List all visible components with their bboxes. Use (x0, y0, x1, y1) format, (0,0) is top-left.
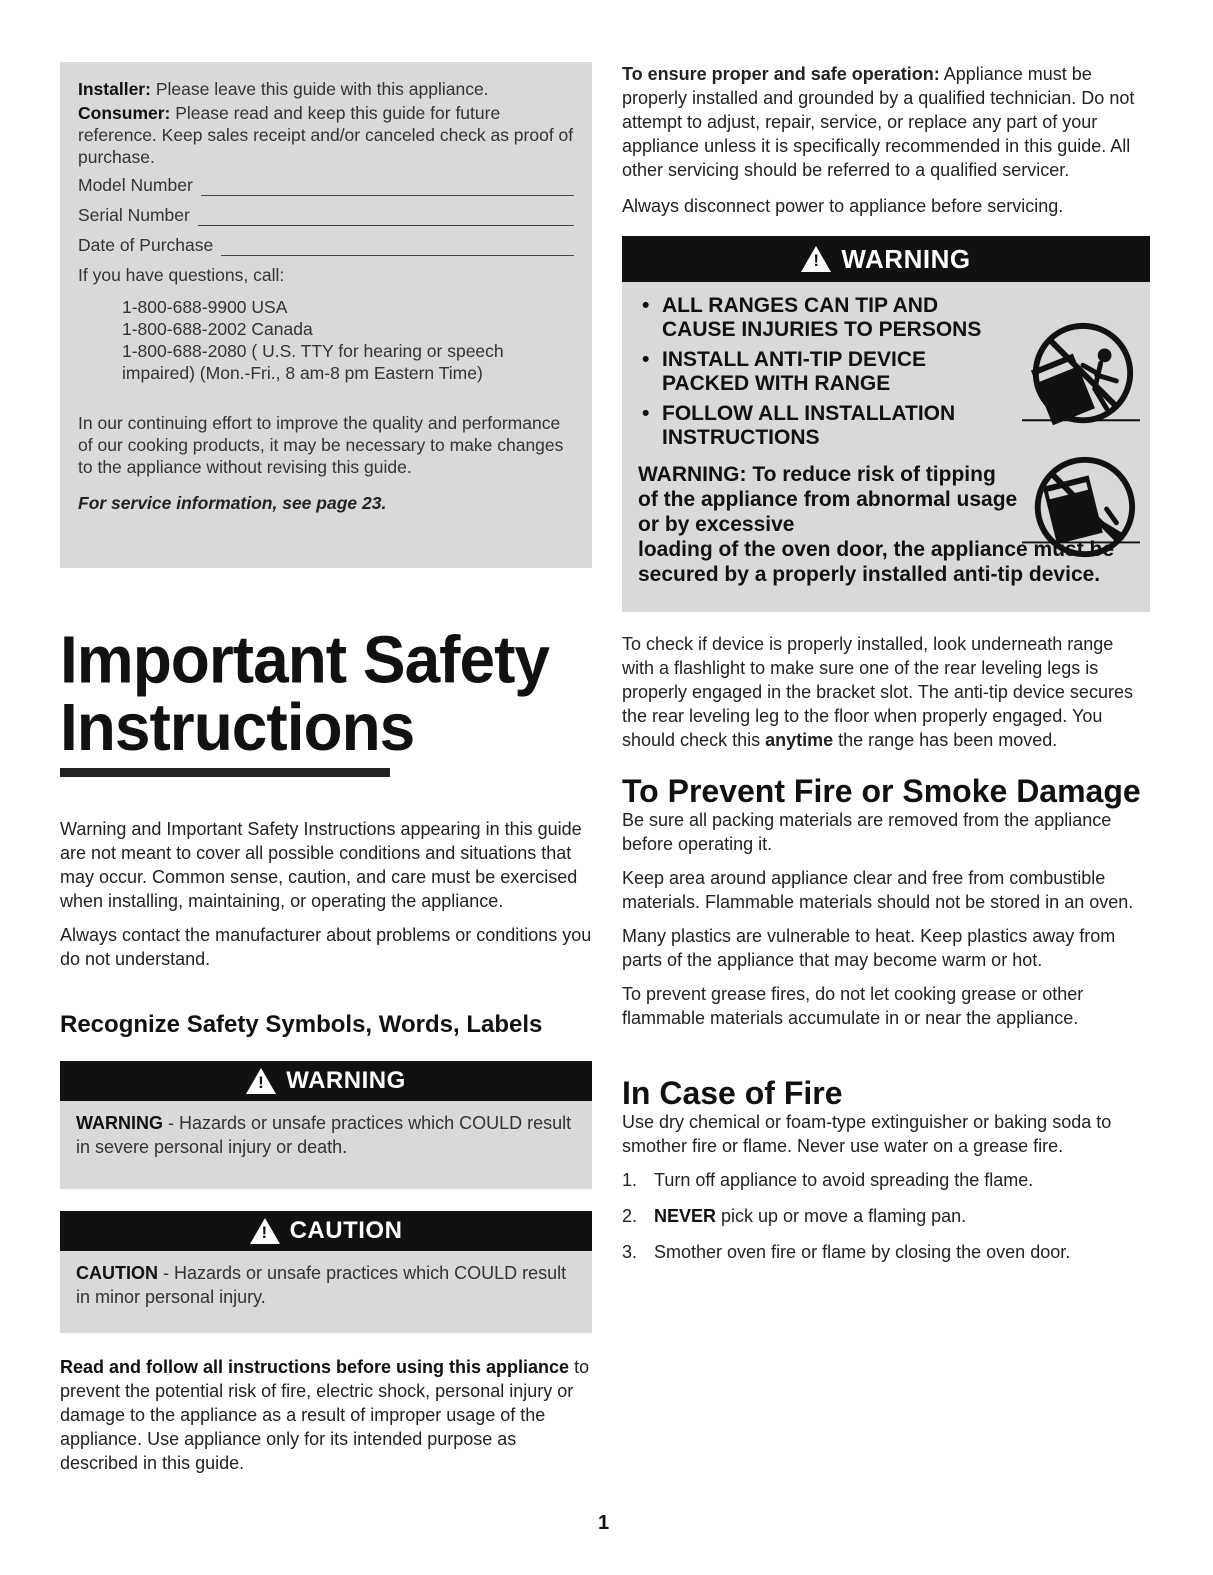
anti-tip-warning-text: WARNING: To reduce risk of tipping of the appliance from abnormal usage or by excessive loading of the oven door, the appliance must be secured by a properly installed anti-tip device. (638, 463, 1115, 586)
continuing-effort-note: In our continuing effort to improve the quality and performance of our cooking products, it may be necessary to make changes to the appliance without revising this guide. (78, 413, 564, 477)
questions-call: If you have questions, call: (78, 265, 285, 285)
read-follow-text: Read and follow all instructions before using this appliance to prevent the potential risk of fire, electric shock, personal injury or damage to the appliance as a result of improper usage of the appliance. Use appliance only for its intended purpose as described in this guide. (60, 1357, 590, 1473)
phone-usa: 1-800-688-9900 USA (122, 297, 288, 317)
anti-tip-warning (622, 236, 1150, 612)
caution-banner: ! CAUTION (60, 1211, 592, 1251)
serial-number-field[interactable]: Serial Number (78, 204, 574, 226)
list-item: 1. Turn off appliance to avoid spreading the flame. (622, 1170, 1034, 1190)
recognize-heading: Recognize Safety Symbols, Words, Labels (60, 1011, 543, 1038)
list-item: 3. Smother oven fire or flame by closing the oven door. (622, 1242, 1071, 1262)
warning-bullet: • FOLLOW ALL INSTALLATION INSTRUCTIONS (638, 402, 998, 450)
consumer-note: Consumer: Please read and keep this guide for future reference. Keep sales receipt and/or canceled check as proof of purchase. (78, 103, 574, 167)
prevent-fire-heading: To Prevent Fire or Smoke Damage (622, 773, 1141, 809)
phone-list (122, 296, 574, 384)
warning-bullet: • ALL RANGES CAN TIP AND CAUSE INJURIES TO PERSONS (638, 294, 998, 342)
title-underline (60, 768, 390, 777)
anti-tip-warning-banner: ! WARNING (622, 236, 1150, 282)
fire-steps-list (622, 1168, 1150, 1264)
anti-tip-check-text: To check if device is properly installed, look underneath range with a flashlight to make sure one of the rear leveling legs is properly engaged in the bracket slot. The anti-tip device secures the rear leveling leg to the floor when properly engaged. You should check this anytime the range has been moved. (622, 634, 1133, 750)
caution-definition: CAUTION - Hazards or unsafe practices which COULD result in minor personal injury. (60, 1251, 592, 1333)
case-of-fire-heading: In Case of Fire (622, 1075, 843, 1111)
range-tip-prohibited-icon (1022, 450, 1140, 568)
safe-operation-text: To ensure proper and safe operation: Appliance must be properly installed and grounded by a qualified technician. Do not attempt to adjust, repair, service, or replace any part of your appliance unless it is specifically recommended in this guide. All other servicing should be referred to a qualified servicer. Always disconnect power to appliance before servicing. (622, 64, 1135, 216)
warning-label-block (60, 1061, 592, 1189)
service-info-link: For service information, see page 23. (78, 493, 387, 513)
list-item: 2. NEVER pick up or move a flaming pan. (622, 1206, 967, 1226)
case-of-fire-text: Use dry chemical or foam-type extinguisher or baking soda to smother fire or flame. Never use water on a grease fire. 1. Turn off appliance to avoid spreading the flame. 2. NEVER pick up or move a flaming pan. 3. Smother oven fire or flame by closing the oven door. (622, 1110, 1150, 1264)
warning-definition: WARNING - Hazards or unsafe practices which COULD result in severe personal injury or death. (60, 1101, 592, 1189)
caution-triangle-icon: ! (250, 1218, 280, 1244)
owner-info-box (60, 62, 592, 568)
page-title: Important Safety Instructions (60, 621, 549, 765)
date-of-purchase-field[interactable]: Date of Purchase (78, 234, 574, 256)
prevent-fire-text: Be sure all packing materials are removed from the appliance before operating it. Keep area around appliance clear and free from combustible materials. Flammable materials should not be stored in an oven. Many plastics are vulnerable to heat. Keep plastics away from parts of the appliance that may become warm or hot. To prevent grease fires, do not let cooking grease or other flammable materials accumulate in or near the appliance. (622, 810, 1134, 1028)
warning-triangle-icon: ! (246, 1068, 276, 1094)
left-column (60, 62, 592, 1475)
anti-tip-warning-body (622, 282, 1150, 612)
intro-text: Warning and Important Safety Instructions appearing in this guide are not meant to cover all possible conditions and situations that may occur. Common sense, caution, and care must be exercised when installing, maintaining, or operating the appliance. Always contact the manufacturer about problems or conditions you do not understand. (60, 819, 592, 969)
caution-label-block (60, 1211, 592, 1333)
right-column (622, 62, 1150, 1276)
phone-canada: 1-800-688-2002 Canada (122, 319, 313, 339)
warning-bullet: • INSTALL ANTI-TIP DEVICE PACKED WITH RANGE (638, 348, 998, 396)
page-number: 1 (598, 1512, 610, 1534)
warning-banner: ! WARNING (60, 1061, 592, 1101)
model-number-field[interactable]: Model Number (78, 174, 574, 196)
phone-tty: 1-800-688-2080 ( U.S. TTY for hearing or speech impaired) (Mon.-Fri., 8 am-8 pm Eastern Time) (122, 341, 504, 383)
warning-triangle-icon: ! (801, 246, 831, 272)
range-tip-prohibited-icon (1022, 318, 1140, 436)
installer-note: Installer: Please leave this guide with this appliance. (78, 79, 489, 99)
